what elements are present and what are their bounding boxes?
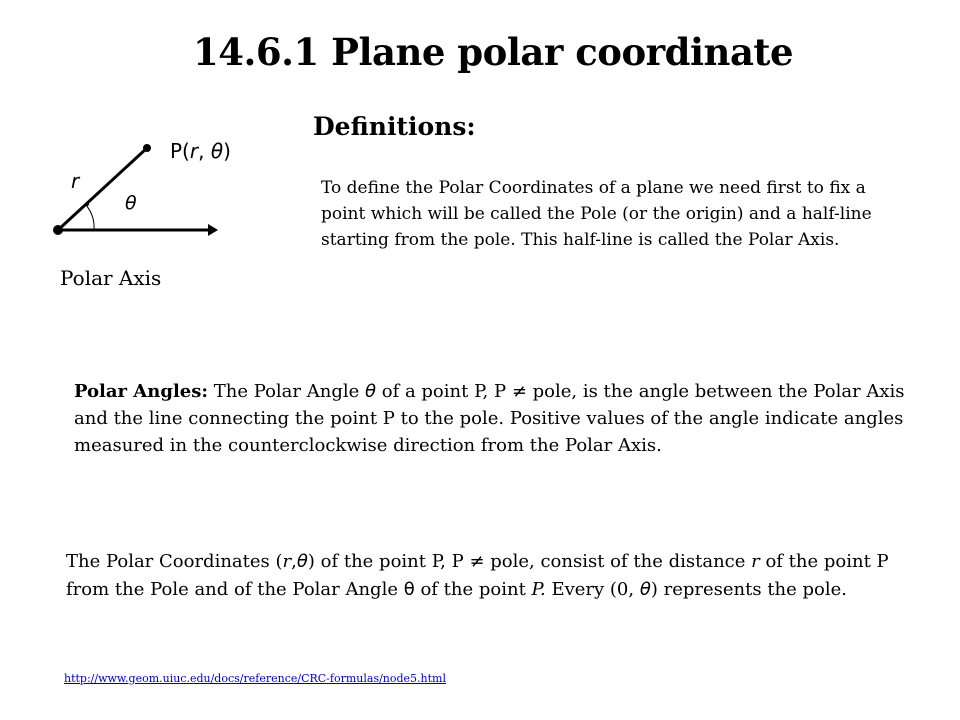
polar-angles-paragraph: Polar Angles: The Polar Angle θ of a point P, P ≠ pole, is the angle between the Polar Axis and the line connecting the point P to the pole. Positive values of the angle indicate angles measured in the counterclockwise direction from the Polar Axis. [74,381,905,456]
angle-arc [86,205,94,230]
definitions-text: To define the Polar Coordinates of a plane we need first to fix a point which will be called the Pole (or the origin) and a half-line starting from the pole. This half-line is called the Polar Axis. [321,178,872,250]
polar-coordinates-paragraph: The Polar Coordinates (r,θ) of the point P, P ≠ pole, consist of the distance r of the point P from the Pole and of the Polar Angle θ of the point P. Every (0, θ) represents the pole. [66,551,889,600]
point-p-label: P(r, θ) [170,139,231,163]
polar-angles-lead: Polar Angles: [74,381,209,402]
r-label: r [71,169,80,193]
polar-axis-label: Polar Axis [60,266,162,290]
theta-label: θ [125,192,137,214]
page-title: 14.6.1 Plane polar coordinate [193,30,794,74]
source-link[interactable]: http://www.geom.uiuc.edu/docs/reference/CRC-formulas/node5.html [64,672,446,685]
polar-axis-arrowhead [208,224,218,236]
definitions-heading: Definitions: [313,112,476,141]
point-p-dot [143,144,151,152]
pole-dot [53,225,63,235]
polar-diagram [40,130,280,270]
radius-tick [85,202,89,206]
